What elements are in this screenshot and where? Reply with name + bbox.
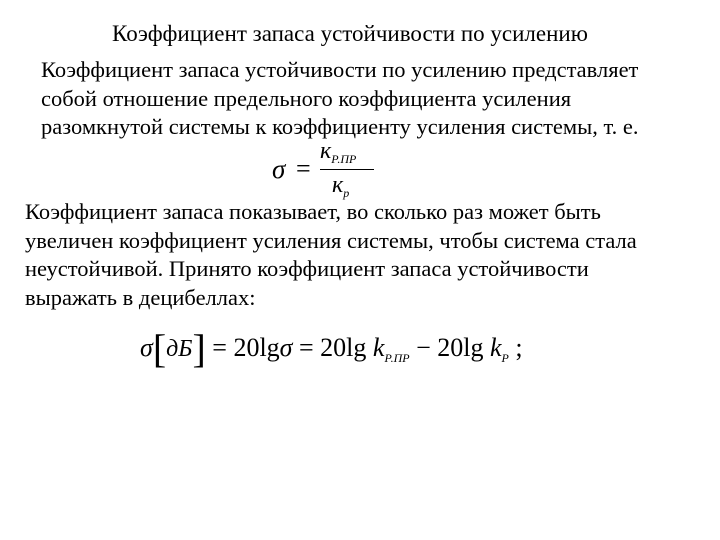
slide-title: Коэффициент запаса устойчивости по усилению (112, 21, 588, 46)
formula-k-limit-sub: Р.ПР (384, 351, 410, 365)
formula-k-limit: k (372, 333, 385, 362)
formula-k: k (489, 333, 502, 362)
formula-numerator: $к_{Р.ПР}$ (320, 138, 357, 166)
formula-k-sub: Р (501, 351, 509, 365)
explanation-line: увеличен коэффициент усиления системы, чтобы система стала (25, 227, 637, 253)
formula-equals: = (296, 154, 311, 183)
decibel-formula (140, 326, 523, 375)
definition-line: разомкнутой системы к коэффициенту усиления системы, т. е. (41, 114, 639, 139)
definition-paragraph (41, 56, 639, 142)
bracket-close: ] (192, 326, 206, 371)
formula-sigma: σ (279, 333, 293, 362)
bracket-open: [ (152, 326, 167, 371)
explanation-line: неустойчивой. Принято коэффициент запаса устойчивости (25, 256, 589, 281)
definition-line: Коэффициент запаса устойчивости по усилению представляет (41, 57, 639, 82)
explanation-paragraph (25, 198, 637, 312)
explanation-line: Коэффициент запаса показывает, во сколько раз может быть (25, 199, 601, 224)
formula-denominator: $к_р$ (332, 172, 350, 200)
formula-end: ; (508, 333, 523, 362)
formula-unit: дБ (166, 336, 193, 362)
formula-part: = 20lg (205, 333, 280, 362)
explanation-line: выражать в децибеллах: (25, 284, 256, 310)
definition-line: собой отношение предельного коэффициента усиления (41, 85, 572, 111)
stability-margin-formula (272, 136, 382, 206)
formula-part: = 20lg (292, 333, 373, 362)
fraction-bar (320, 169, 374, 170)
formula-sigma: σ (272, 154, 286, 184)
formula-sigma: σ (140, 333, 153, 362)
formula-part: − 20lg (409, 333, 490, 362)
